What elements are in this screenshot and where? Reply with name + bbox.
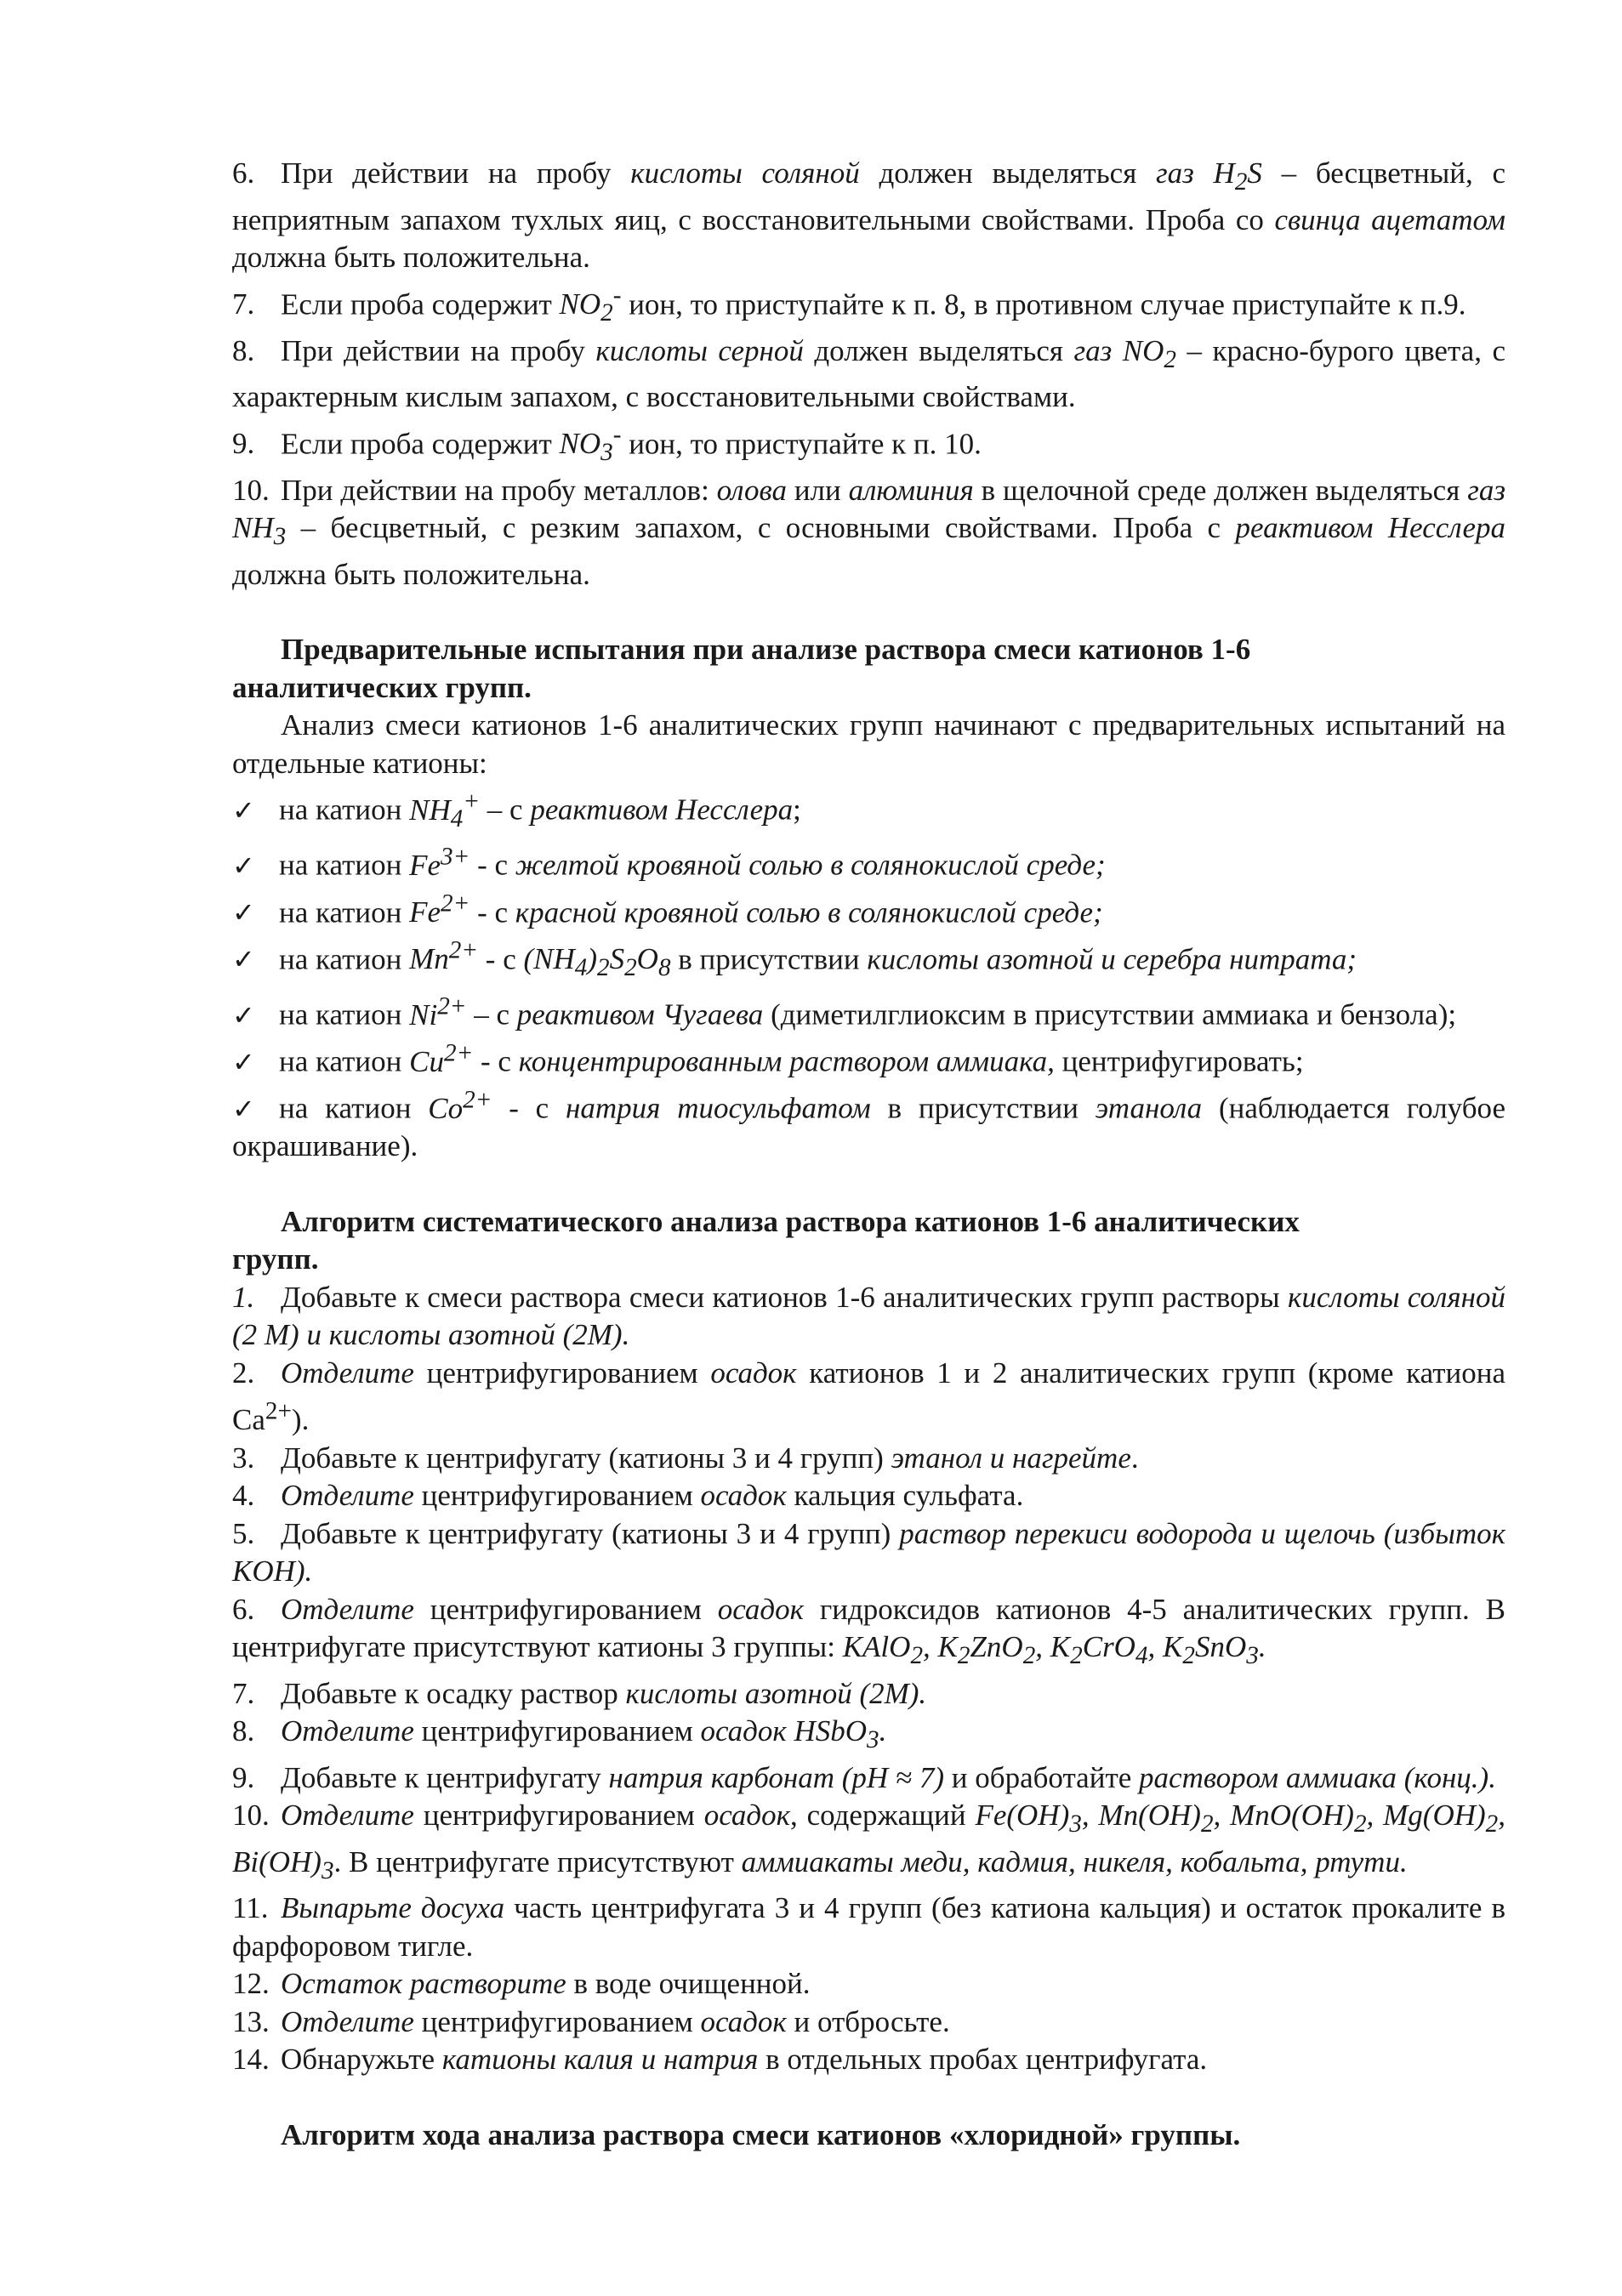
checklist-item-text: на катион $Ni^{2+}$ – с реактивом Чугаева (диметилглиоксим в присутствии аммиака и бензола);: [279, 992, 1457, 1031]
section2-heading-line1: Алгоритм систематического анализа раствора катионов 1-6 аналитических: [281, 1204, 1300, 1238]
list-item-text: Отделите центрифугированием осадок кальция сульфата.: [281, 1479, 1024, 1513]
list-item-number: 2.: [232, 1355, 255, 1390]
list-item-number: 7.: [232, 287, 255, 321]
list-item-number: 8.: [232, 333, 255, 367]
document-body: [232, 155, 1505, 2154]
checkmark-icon: ✓: [232, 943, 255, 976]
checkmark-icon: ✓: [232, 998, 255, 1031]
section1-heading-line1: Предварительные испытания при анализе раствора смеси катионов 1-6: [281, 633, 1251, 667]
section2-heading-line2: групп.: [232, 1242, 319, 1276]
checkmark-icon: ✓: [232, 793, 255, 827]
list-item-text: Выпарьте досуха часть центрифугата 3 и 4 групп (без катиона кальция) и остаток прокалите в фарфоровом тигле.: [232, 1891, 1505, 1963]
list-item-text: Остаток растворите в воде очищенной.: [281, 1967, 811, 2001]
list-item-1: [232, 155, 1505, 277]
checklist-item-3: [232, 885, 1505, 932]
list-item-text: При действии на пробу кислоты серной должен выделяться газ $NO_2$ – красно-бурого цвета, с характерным кислым запахом, с восстановительными свойствами.: [232, 333, 1505, 414]
checkmark-icon: ✓: [232, 896, 255, 929]
checklist-item-text: на катион $Mn^{2+}$ - с $(NH_4)_2S_2O_8$ в присутствии кислоты азотной и серебра нитрата;: [279, 936, 1357, 982]
list-item-text: Добавьте к центрифугату натрия карбонат (рН ≈ 7) и обработайте раствором аммиака (конц.).: [281, 1760, 1496, 1794]
checklist: [232, 782, 1505, 1166]
list-item-number: 6.: [232, 1592, 255, 1626]
list-item-number: 4.: [232, 1479, 255, 1513]
algorithm-step-12: [232, 1965, 1505, 2003]
list-item-2: [232, 277, 1505, 332]
algorithm-step-8: [232, 1713, 1505, 1759]
checklist-item-text: на катион $Co^{2+}$ - с натрия тиосульфатом в присутствии этанола (наблюдается голубое окрашивание).: [232, 1086, 1505, 1163]
list-item-text: Отделите центрифугированием осадок и отбросьте.: [281, 2004, 950, 2038]
list-item-number: 10.: [232, 473, 270, 507]
section3-heading: Алгоритм хода анализа раствора смеси катионов «хлоридной» группы.: [281, 2117, 1241, 2151]
list-item-number: 6.: [232, 156, 255, 190]
list-item-number: 13.: [232, 2004, 270, 2038]
list-item-number: 9.: [232, 1760, 255, 1794]
algorithm-step-10: [232, 1797, 1505, 1890]
list-item-number: 7.: [232, 1676, 255, 1710]
checklist-item-6: [232, 1034, 1505, 1081]
checklist-item-text: на катион $Cu^{2+}$ - с концентрированным раствором аммиака, центрифугировать;: [279, 1039, 1304, 1078]
list-item-number: 5.: [232, 1516, 255, 1550]
section2-heading: [232, 1203, 1505, 1279]
section1-intro: Анализ смеси катионов 1-6 аналитических групп начинают с предварительных испытаний на отдельные катионы:: [232, 708, 1505, 780]
list-item-text: Если проба содержит $NO_2^-$ ион, то приступайте к п. 8, в противном случае приступайте к п.9.: [281, 281, 1466, 327]
checklist-item-text: на катион $Fe^{3+}$ - с желтой кровяной солью в солянокислой среде;: [279, 843, 1106, 883]
list-item-number: 14.: [232, 2043, 270, 2077]
list-item-text: Отделите центрифугированием осадок HSbO$_3$.: [281, 1714, 887, 1754]
list-item-number: 12.: [232, 1967, 270, 2001]
list-item-text: Отделите центрифугированием осадок катионов 1 и 2 аналитических групп (кроме катиона $Ca^{2+}$).: [232, 1355, 1505, 1437]
checklist-item-7: [232, 1081, 1505, 1166]
checklist-item-4: [232, 932, 1505, 987]
list-item-text: Добавьте к центрифугату (катионы 3 и 4 групп) раствор перекиси водорода и щелочь (избыток KOH).: [232, 1516, 1505, 1588]
list-item-text: Отделите центрифугированием осадок гидроксидов катионов 4-5 аналитических групп. В центрифугате присутствуют катионы 3 группы: KAlO$_2$, $K_2ZnO_2$, $K_2CrO_4$, $K_2SnO_3$.: [232, 1592, 1505, 1670]
list-items-top: [232, 155, 1505, 594]
section1-heading: [232, 631, 1505, 707]
checklist-item-2: [232, 838, 1505, 884]
list-item-number: 9.: [232, 427, 255, 461]
list-item-text: Обнаружьте катионы калия и натрия в отдельных пробах центрифугата.: [281, 2043, 1208, 2077]
section1-heading-line2: аналитических групп.: [232, 670, 532, 704]
algorithm-step-2: [232, 1355, 1505, 1440]
list-item-text: Отделите центрифугированием осадок, содержащий $Fe(OH)_3$, $Mn(OH)_2$, $MnO(OH)_2$, $Mg(OH)_2$, $Bi(OH)_3$. В центрифугате присутствуют аммиакаты меди, кадмия, никеля, кобальта, ртути.: [232, 1799, 1505, 1884]
list-item-text: Добавьте к осадку раствор кислоты азотной (2М).: [281, 1676, 927, 1710]
checklist-item-5: [232, 987, 1505, 1034]
list-item-text: Если проба содержит $NO_3^-$ ион, то приступайте к п. 10.: [281, 421, 982, 467]
algorithm-step-11: [232, 1890, 1505, 1965]
checkmark-icon: ✓: [232, 1092, 255, 1125]
list-item-number: 8.: [232, 1714, 255, 1748]
list-item-text: Добавьте к центрифугату (катионы 3 и 4 групп) этанол и нагрейте.: [281, 1441, 1139, 1475]
algorithm-step-3: [232, 1440, 1505, 1478]
checklist-item-text: на катион $Fe^{2+}$ - с красной кровяной солью в солянокислой среде;: [279, 889, 1103, 929]
list-item-number: 10.: [232, 1799, 270, 1833]
list-item-4: [232, 417, 1505, 472]
algorithm-step-6: [232, 1591, 1505, 1675]
algorithm-step-14: [232, 2041, 1505, 2079]
checkmark-icon: ✓: [232, 1045, 255, 1078]
algorithm-step-4: [232, 1477, 1505, 1515]
list-item-text: При действии на пробу кислоты соляной должен выделяться газ $H_2S$ – бесцветный, с неприятным запахом тухлых яиц, с восстановительными свойствами. Проба со свинца ацетатом должна быть положительна.: [232, 156, 1506, 274]
algorithm-step-7: [232, 1675, 1505, 1713]
algorithm-step-5: [232, 1515, 1505, 1591]
list-item-number: 3.: [232, 1441, 255, 1475]
list-item-number: 11.: [232, 1891, 269, 1925]
algorithm-step-9: [232, 1759, 1505, 1798]
list-item-3: [232, 332, 1505, 417]
algorithm-step-1: [232, 1279, 1505, 1355]
checkmark-icon: ✓: [232, 850, 255, 883]
list-items-algorithm: [232, 1279, 1505, 2079]
list-item-text: При действии на пробу металлов: олова или алюминия в щелочной среде должен выделяться газ $NH_3$ – бесцветный, с резким запахом, с основными свойствами. Проба с реактивом Несслера должна быть положительна.: [232, 473, 1505, 591]
checklist-item-1: [232, 782, 1505, 838]
list-item-number: 1.: [232, 1280, 255, 1314]
checklist-item-text: на катион $NH_4^+$ – с реактивом Несслера;: [279, 787, 801, 833]
algorithm-step-13: [232, 2003, 1505, 2042]
list-item-text: Добавьте к смеси раствора смеси катионов 1-6 аналитических групп растворы кислоты соляной (2 М) и кислоты азотной (2М).: [232, 1280, 1505, 1352]
list-item-5: [232, 472, 1505, 594]
